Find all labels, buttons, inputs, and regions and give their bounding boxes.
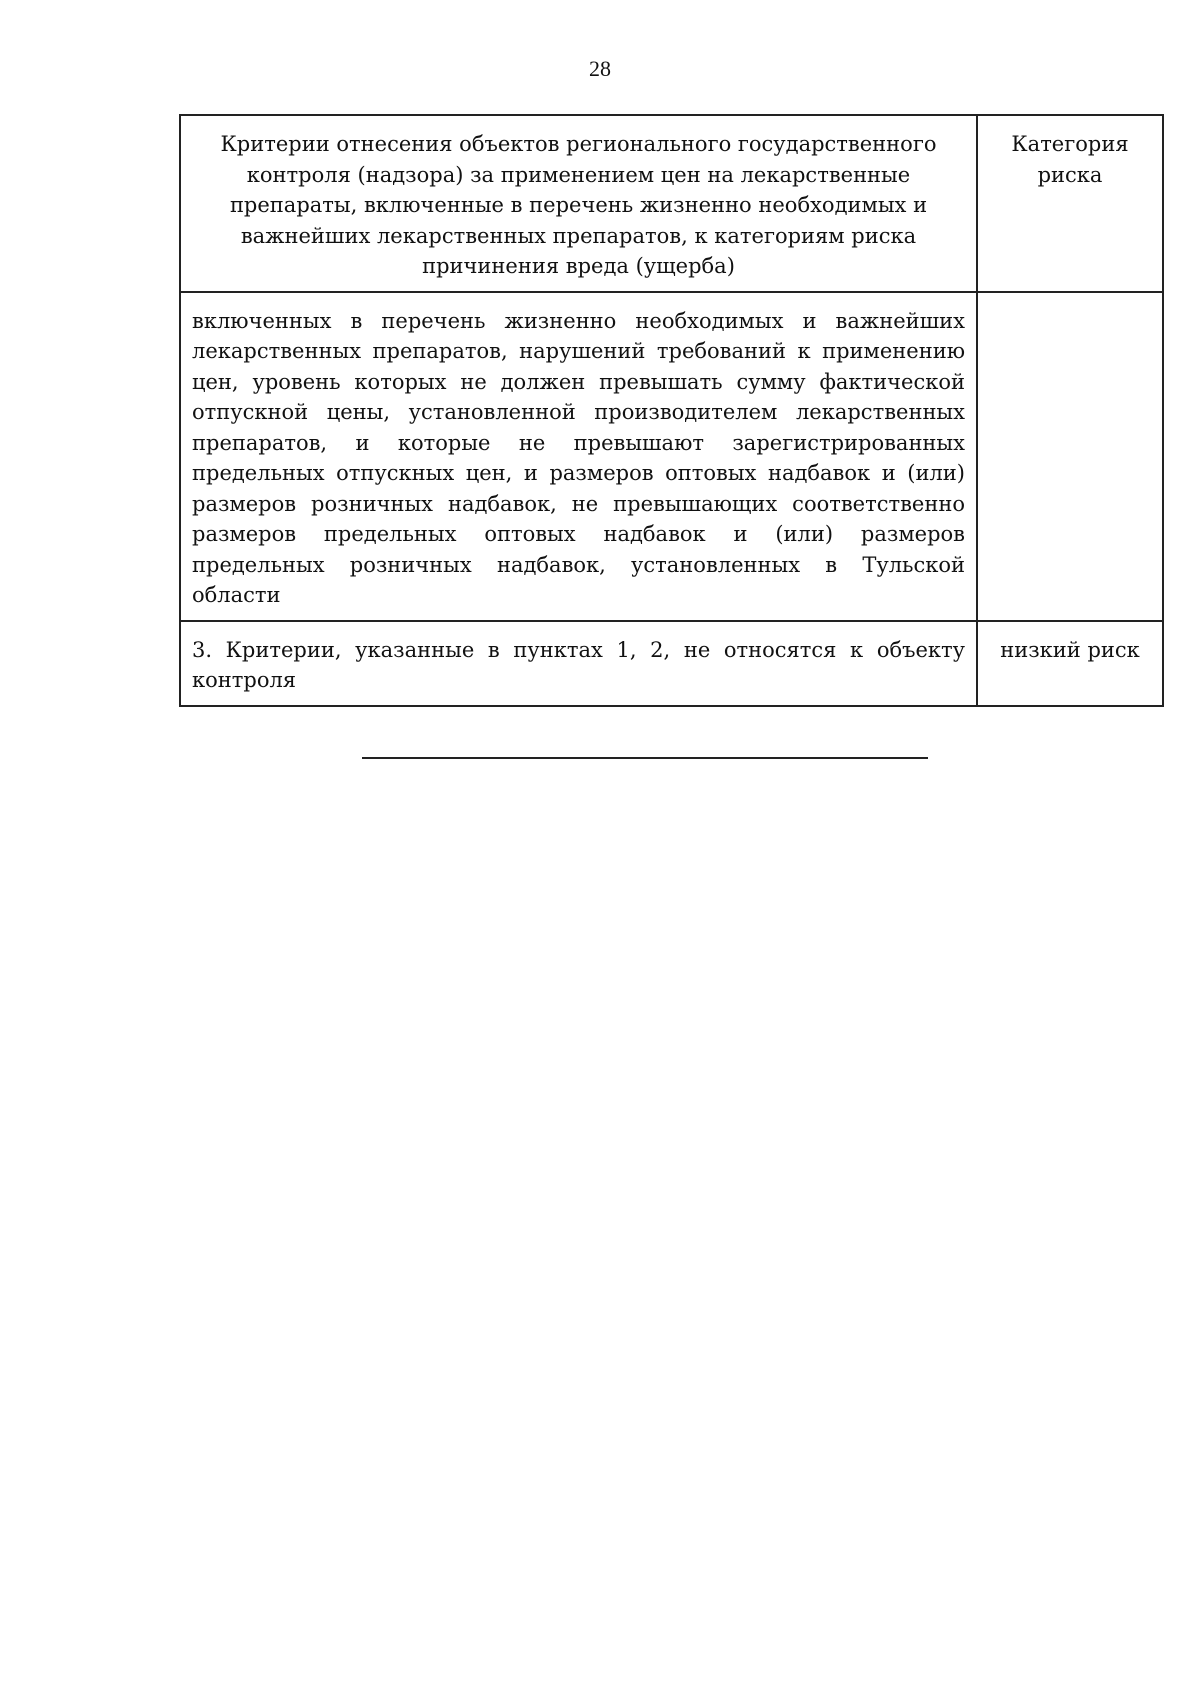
category-text: низкий риск bbox=[1000, 637, 1140, 662]
criteria-column-header bbox=[180, 115, 977, 292]
risk-criteria-table bbox=[179, 114, 1164, 707]
category-cell bbox=[977, 292, 1163, 621]
criteria-text: включенных в перечень жизненно необходимых и важнейших лекарственных препаратов, нарушений требований к применению цен, уровень которых не должен превышать сумму фактической отпускной цены, установленной производителем лекарственных препаратов, и которые не превышают зарегистрированных предельных отпускных цен, и размеров оптовых надбавок и (или) размеров розничных надбавок, не превышающих соответственно размеров предельных оптовых надбавок и (или) размеров предельных розничных надбавок, установленных в Тульской области bbox=[192, 308, 965, 607]
criteria-cell bbox=[180, 621, 977, 706]
criteria-cell bbox=[180, 292, 977, 621]
document-end-divider bbox=[362, 757, 928, 759]
category-text bbox=[978, 293, 1162, 315]
table-row bbox=[180, 621, 1163, 706]
category-column-header bbox=[977, 115, 1163, 292]
criteria-header-text: Критерии отнесения объектов регионального государственного контроля (надзора) за применением цен на лекарственные препараты, включенные в перечень жизненно необходимых и важнейших лекарственных препаратов, к категориям риска причинения вреда (ущерба) bbox=[220, 132, 937, 278]
category-header-text: Категория риска bbox=[1011, 132, 1129, 187]
category-cell bbox=[977, 621, 1163, 706]
table-header-row bbox=[180, 115, 1163, 292]
table-row bbox=[180, 292, 1163, 621]
criteria-text: 3. Критерии, указанные в пунктах 1, 2, не относятся к объекту контроля bbox=[192, 637, 965, 692]
page-number: 28 bbox=[589, 56, 611, 81]
